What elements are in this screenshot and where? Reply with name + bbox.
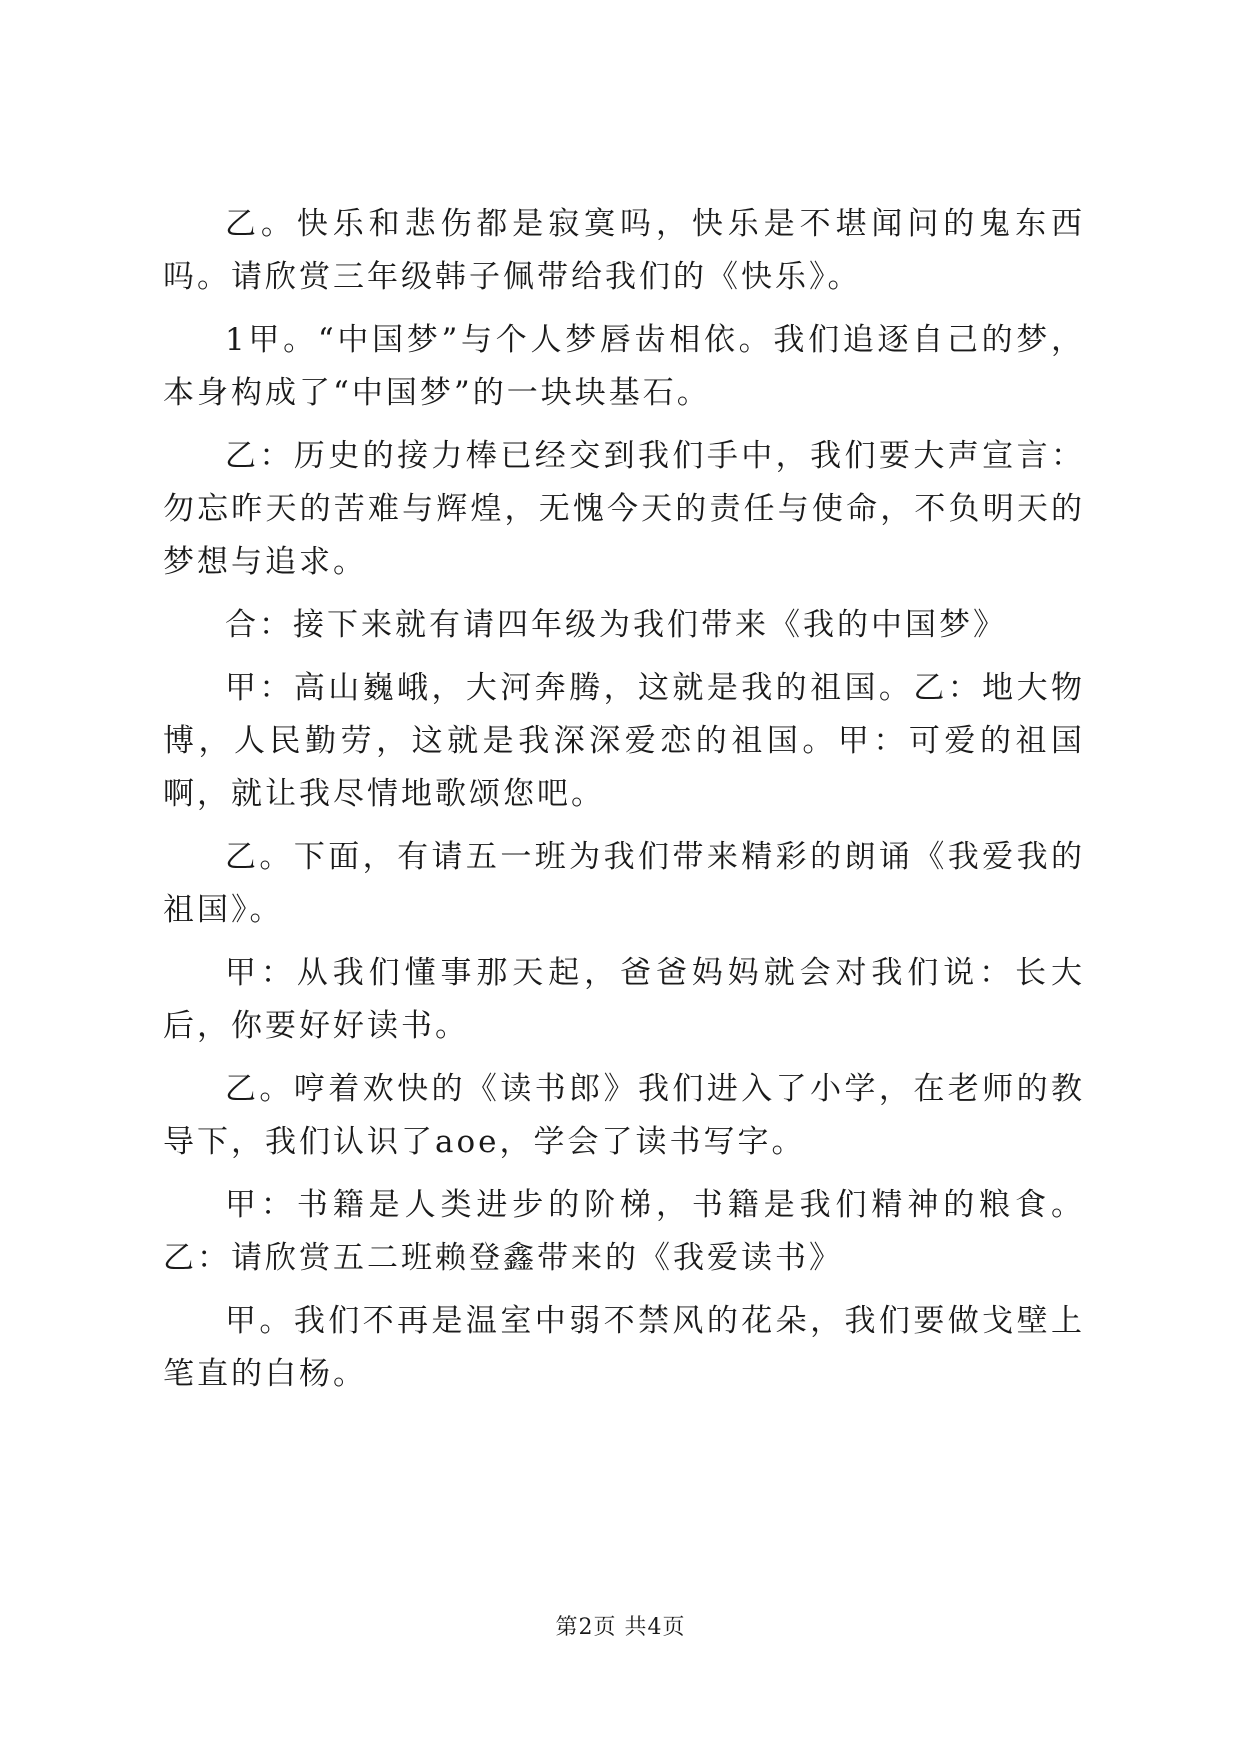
paragraph-2: 1甲。“中国梦”与个人梦唇齿相依。我们追逐自己的梦，本身构成了“中国梦”的一块块基石。 [163, 322, 1085, 411]
paragraph-6: 乙。下面，有请五一班为我们带来精彩的朗诵《我爱我的祖国》。 [163, 839, 1085, 928]
paragraph-8: 乙。哼着欢快的《读书郎》我们进入了小学，在老师的教导下，我们认识了aoe，学会了读书写字。 [163, 1071, 1085, 1160]
paragraph-10: 甲。我们不再是温室中弱不禁风的花朵，我们要做戈壁上笔直的白杨。 [163, 1303, 1085, 1392]
paragraph-3: 乙：历史的接力棒已经交到我们手中，我们要大声宣言：勿忘昨天的苦难与辉煌，无愧今天的责任与使命，不负明天的梦想与追求。 [163, 438, 1085, 580]
paragraph-1: 乙。快乐和悲伤都是寂寞吗，快乐是不堪闻问的鬼东西吗。请欣赏三年级韩子佩带给我们的《快乐》。 [163, 206, 1085, 295]
paragraph-4: 合：接下来就有请四年级为我们带来《我的中国梦》 [225, 607, 1007, 643]
paragraph-5: 甲：高山巍峨，大河奔腾，这就是我的祖国。乙：地大物博，人民勤劳，这就是我深深爱恋的祖国。甲：可爱的祖国啊，就让我尽情地歌颂您吧。 [163, 670, 1085, 812]
page-number-footer: 第2页 共4页 [555, 1615, 686, 1640]
document-body [163, 198, 1085, 1411]
paragraph-7: 甲：从我们懂事那天起，爸爸妈妈就会对我们说：长大后，你要好好读书。 [163, 955, 1085, 1044]
paragraph-9: 甲：书籍是人类进步的阶梯，书籍是我们精神的粮食。乙：请欣赏五二班赖登鑫带来的《我爱读书》 [163, 1187, 1085, 1276]
